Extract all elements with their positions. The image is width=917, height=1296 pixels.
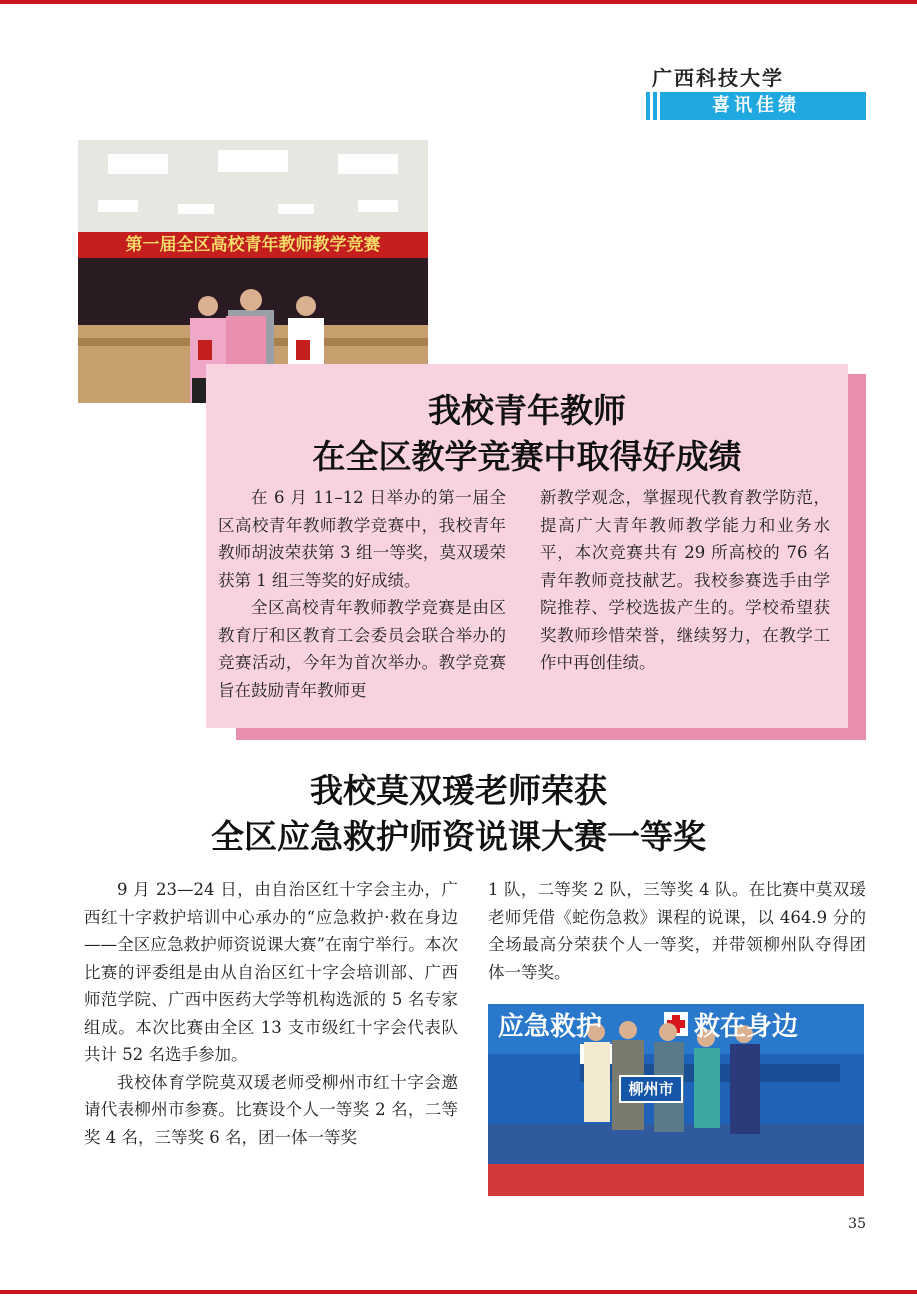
team-sign: 柳州市 bbox=[628, 1080, 674, 1098]
section-label: 喜讯佳绩 bbox=[712, 95, 800, 116]
paragraph: 1 队，二等奖 2 队，三等奖 4 队。在比赛中莫双瑗老师凭借《蛇伤急救》课程的说课，以 464.9 分的全场最高分荣获个人一等奖，并带领柳州队夺得团体一等奖。 bbox=[488, 880, 866, 982]
stage-banner-text: 第一届全区高校青年教师教学竞赛 bbox=[125, 235, 381, 255]
top-rule bbox=[0, 0, 917, 4]
page-number: 35 bbox=[848, 1216, 866, 1232]
team-photo bbox=[488, 1004, 864, 1196]
article-title-line: 全区应急救护师资说课大赛一等奖 bbox=[211, 817, 706, 856]
article-column-right bbox=[488, 876, 866, 986]
article-column-right bbox=[540, 484, 830, 677]
paragraph: 在 6 月 11–12 日举办的第一届全区高校青年教师教学竞赛中，我校青年教师胡波荣获第 3 组一等奖，莫双瑗荣获第 1 组三等奖的好成绩。 bbox=[218, 488, 506, 590]
article-column-left bbox=[84, 876, 458, 1151]
article-title-line: 在全区教学竞赛中取得好成绩 bbox=[312, 437, 742, 476]
article-title bbox=[60, 768, 857, 860]
paragraph: 我校体育学院莫双瑗老师受柳州市红十字会邀请代表柳州市参赛。比赛设个人一等奖 2 名，二等奖 4 名，三等奖 6 名，团一体一等奖 bbox=[84, 1072, 458, 1147]
paragraph: 9 月 23—24 日，由自治区红十字会主办，广西红十字救护培训中心承办的“应急救护·救在身边——全区应急救护师资说课大赛”在南宁举行。本次比赛的评委组是由从自治区红十字会培训部、广西师范学院、广西中医药大学等机构选派的 5 名专家组成。本次比赛由全区 13 支市级红十字会代表队共计 52 名选手参加。 bbox=[84, 880, 458, 1064]
bottom-rule bbox=[0, 1290, 917, 1294]
banner-slogan-left: 应急救护 bbox=[498, 1012, 603, 1042]
banner-slogan-right: 救在身边 bbox=[694, 1012, 799, 1042]
paragraph: 新教学观念，掌握现代教育教学防范，提高广大青年教师教学能力和业务水平，本次竞赛共有 29 所高校的 76 名青年教师竞技献艺。我校参赛选手由学院推荐、学校选拔产生的。学校希望获奖教师珍惜荣誉，继续努力，在教学工作中再创佳绩。 bbox=[540, 488, 830, 672]
university-name: 广西科技大学 bbox=[652, 66, 784, 90]
section-banner bbox=[646, 92, 866, 120]
article-column-left bbox=[218, 484, 506, 704]
article-title-line: 我校青年教师 bbox=[428, 391, 626, 430]
article-title-line: 我校莫双瑗老师荣获 bbox=[310, 771, 607, 810]
article-title bbox=[206, 388, 848, 480]
paragraph: 全区高校青年教师教学竞赛是由区教育厅和区教育工会委员会联合举办的竞赛活动，今年为首次举办。教学竞赛旨在鼓励青年教师更 bbox=[218, 598, 506, 700]
